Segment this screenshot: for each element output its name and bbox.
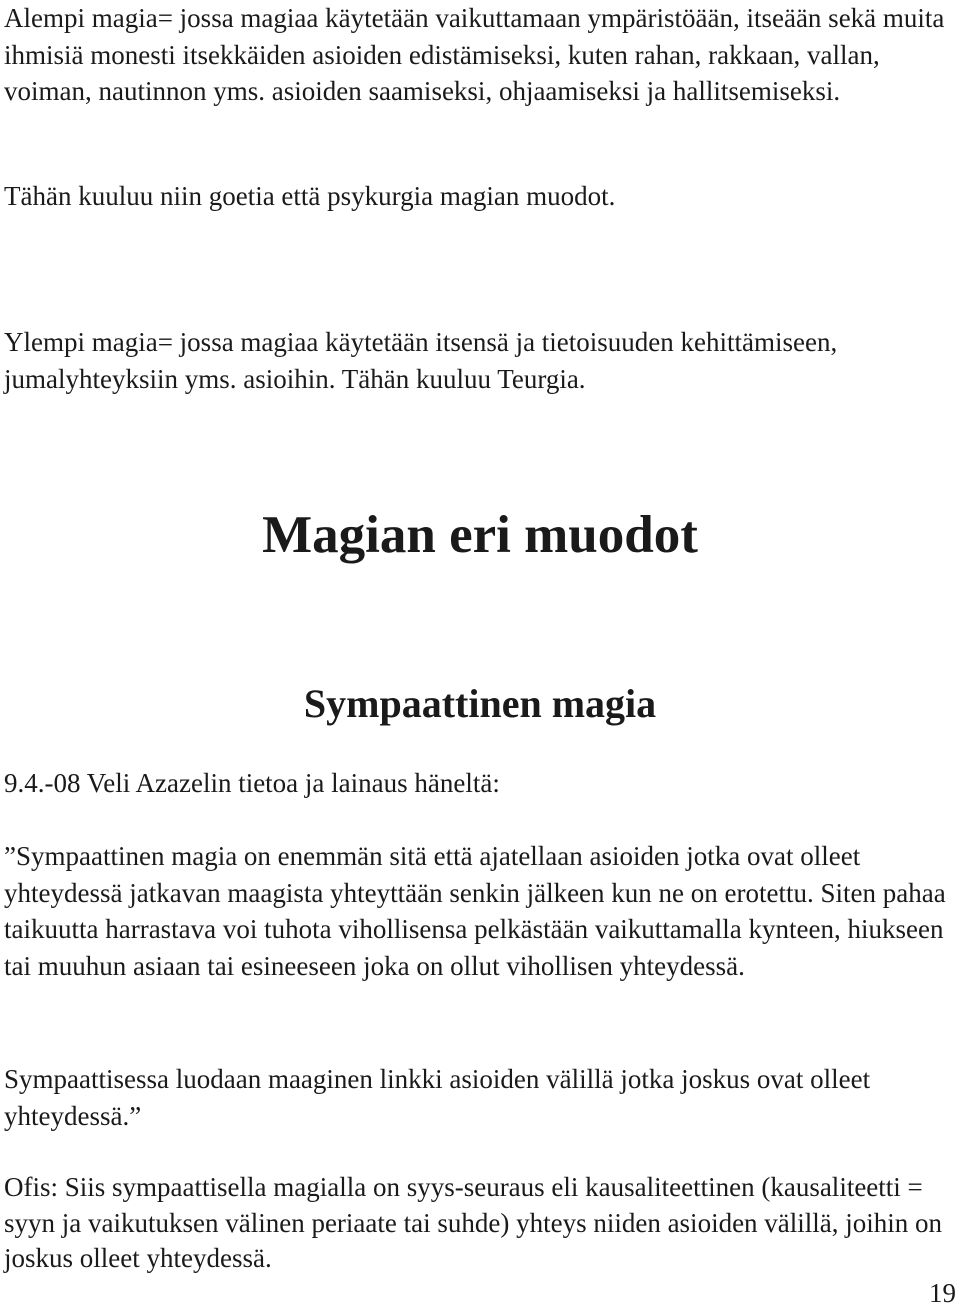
page-number: 19	[929, 1278, 956, 1308]
paragraph-ylempi-magia: Ylempi magia= jossa magiaa käytetään itsensä ja tietoisuuden kehittämiseen, jumalyhteyksiin yms. asioihin. Tähän kuuluu Teurgia.	[4, 327, 838, 394]
section-heading: Magian eri muodot	[262, 506, 698, 564]
date-attribution-line: 9.4.-08 Veli Azazelin tietoa ja lainaus häneltä:	[4, 768, 500, 798]
ofis-commentary: Ofis: Siis sympaattisella magialla on syys-seuraus eli kausaliteettinen (kausaliteetti = syyn ja vaikutuksen välinen periaate tai suhde) yhteys niiden asioiden välillä, joihin on joskus olleet yhteydessä.	[4, 1172, 943, 1273]
section-subheading: Sympaattinen magia	[303, 681, 657, 726]
paragraph-tahan-kuuluu: Tähän kuuluu niin goetia että psykurgia magian muodot.	[4, 181, 616, 211]
paragraph-alempi-magia: Alempi magia= jossa magiaa käytetään vaikuttamaan ympäristöään, itseään sekä muita ihmisiä monesti itsekkäiden asioiden edistämiseksi, kuten rahan, rakkaan, vallan, voiman, nautinnon yms. asioiden saamiseksi, ohjaamiseksi ja hallitsemiseksi.	[4, 3, 945, 106]
quote-paragraph-2: Sympaattisessa luodaan maaginen linkki asioiden välillä jotka joskus ovat olleet yhteydessä.”	[4, 1064, 871, 1131]
quote-paragraph-1: ”Sympaattinen magia on enemmän sitä että ajatellaan asioiden jotka ovat olleet yhteydessä jatkavan maagista yhteyttään senkin jälkeen kun ne on erotettu. Siten pahaa taikuutta harrastava voi tuhota vihollisensa pelkästään vaikuttamalla kynteen, hiukseen tai muuhun asiaan tai esineeseen joka on ollut vihollisen yhteydessä.	[4, 841, 946, 981]
